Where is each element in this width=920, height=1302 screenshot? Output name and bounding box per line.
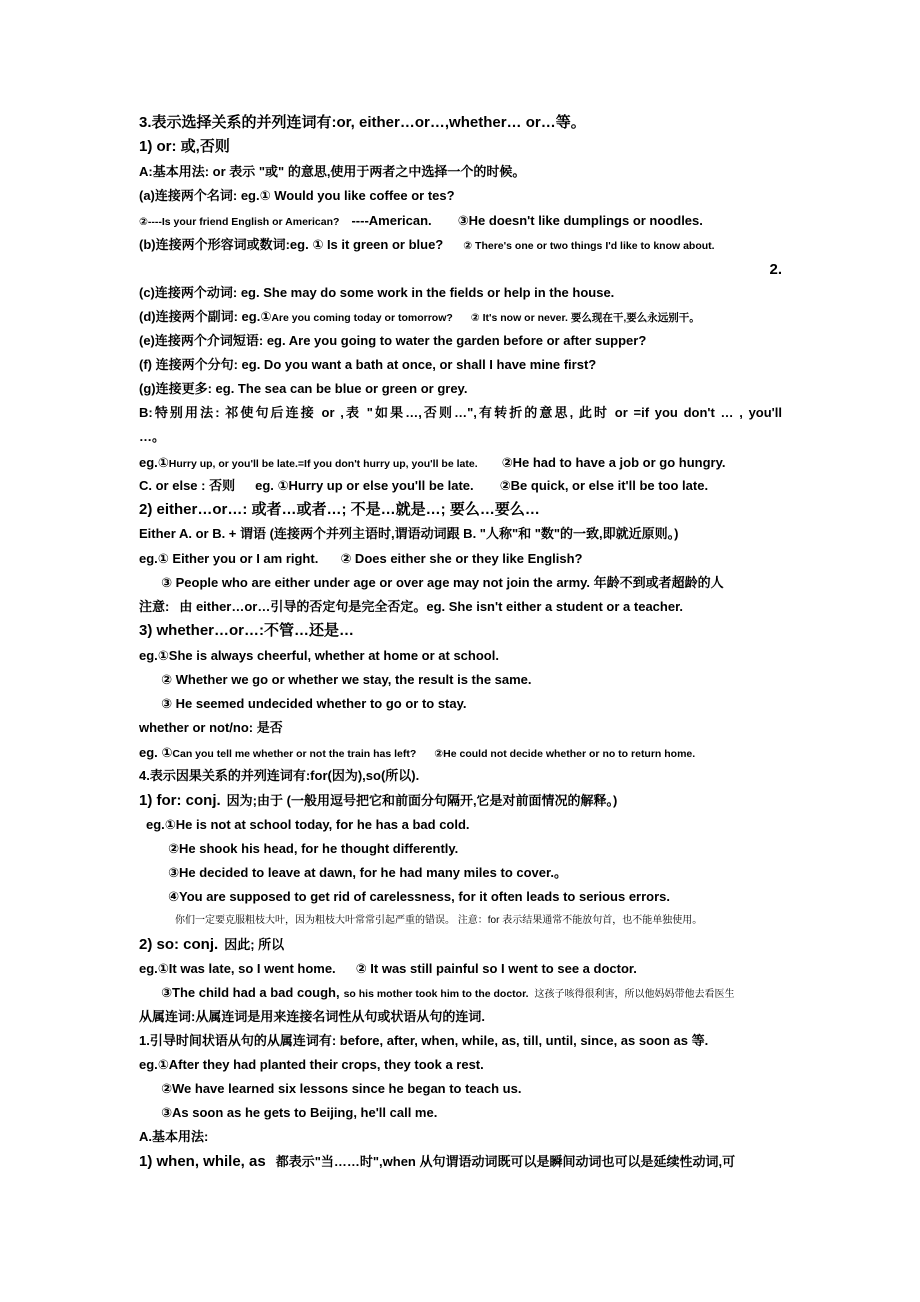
- text-segment: ②He had to have a job or go hungry.: [501, 455, 726, 470]
- subheading-whether-or: 3) whether…or…:不管…还是…: [139, 622, 355, 639]
- text-segment: ② It was still painful so I went to see a doctor.: [355, 961, 637, 976]
- text-line: (e)连接两个介词短语: eg. Are you going to water the garden before or after supper?: [139, 333, 647, 348]
- text-segment: 因此; 所以: [224, 937, 285, 952]
- text-segment: (b)连接两个形容词或数词:eg. ① Is it green or blue?: [139, 237, 444, 252]
- text-segment: 这孩子咳得很利害，所以他妈妈带他去看医生: [534, 989, 735, 1000]
- text-line: ③ He seemed undecided whether to go or to stay.: [161, 696, 467, 711]
- text-line: …。: [139, 429, 166, 444]
- text-line: 2.: [769, 261, 782, 278]
- text-segment: (d)连接两个副词: eg.①: [139, 309, 272, 324]
- text-line: [139, 792, 617, 810]
- text-line: [139, 551, 583, 567]
- text-line: eg.①She is always cheerful, whether at home or at school.: [139, 648, 499, 663]
- text-line: B:特别用法: 祁使句后连接 or ,表 "如果…,否则…",有转折的意思, 此时 or =if you don't … , you'll: [139, 405, 782, 420]
- text-line: [139, 237, 715, 254]
- text-line: ③ People who are either under age or over age may not join the army. 年龄不到或者超龄的人: [161, 575, 724, 590]
- heading-subordinating: 从属连词:从属连词是用来连接名词性从句或状语从句的连词.: [139, 1009, 485, 1024]
- text-line: A.基本用法:: [139, 1129, 209, 1144]
- text-line: [161, 985, 735, 1003]
- text-segment: 因为;由于 (一般用逗号把它和前面分句隔开,它是对前面情况的解释。): [226, 793, 618, 808]
- text-line: whether or not/no: 是否: [139, 720, 283, 735]
- text-segment: ② It's now or never. 要么现在干,要么永远别干。: [470, 312, 700, 324]
- text-line: 1.引导时间状语从句的从属连词有: before, after, when, while, as, till, until, since, as soon as 等.: [139, 1033, 709, 1048]
- note-label: 注意:: [139, 599, 170, 614]
- text-line: [139, 1153, 735, 1171]
- subheading-when-while-as: 1) when, while, as: [139, 1153, 266, 1170]
- text-line: [139, 599, 683, 615]
- text-line: eg.①After they had planted their crops, they took a rest.: [139, 1057, 484, 1072]
- text-line: 你们一定要克服粗枝大叶，因为粗枝大叶常常引起严重的错误。 注意：for 表示结果通常不能放句首，也不能单独使用。: [175, 915, 703, 926]
- text-line: ③As soon as he gets to Beijing, he'll call me.: [161, 1105, 438, 1120]
- text-segment: ②----Is your friend English or American?: [139, 216, 340, 228]
- text-segment: ② There's one or two things I'd like to know about.: [463, 240, 715, 252]
- text-segment: 都表示"当……时",when 从句谓语动词既可以是瞬间动词也可以是延续性动词,可: [275, 1154, 736, 1169]
- text-segment: ③He doesn't like dumplings or noodles.: [457, 213, 703, 228]
- text-segment: so his mother took him to the doctor.: [343, 988, 529, 1000]
- text-line: [139, 936, 284, 954]
- text-line: [139, 309, 700, 326]
- text-line: (f) 连接两个分句: eg. Do you want a bath at once, or shall I have mine first?: [139, 357, 597, 372]
- text-line: ②He shook his head, for he thought differently.: [168, 841, 459, 856]
- text-segment: eg.①: [139, 455, 169, 470]
- text-line: (g)连接更多: eg. The sea can be blue or green or grey.: [139, 381, 468, 396]
- text-segment: Can you tell me whether or not the train has left?: [172, 748, 417, 760]
- text-line: A:基本用法: or 表示 "或" 的意思,使用于两者之中选择一个的时候。: [139, 164, 526, 179]
- text-segment: eg. ①Hurry up or else you'll be late.: [255, 478, 474, 493]
- text-line: [139, 745, 695, 762]
- text-segment: ② Does either she or they like English?: [340, 551, 583, 566]
- text-line: [139, 455, 725, 472]
- heading-coordinating-choice: 3.表示选择关系的并列连词有:or, either…or…,whether… or…等。: [139, 114, 586, 131]
- text-line: (a)连接两个名词: eg.① Would you like coffee or tes?: [139, 188, 455, 203]
- text-segment: C. or else : 否则: [139, 478, 236, 493]
- text-segment: Are you coming today or tomorrow?: [271, 312, 453, 324]
- text-line: eg.①He is not at school today, for he has a bad cold.: [146, 817, 470, 832]
- text-segment: eg.① Either you or I am right.: [139, 551, 319, 566]
- heading-coordinating-cause: 4.表示因果关系的并列连词有:for(因为),so(所以).: [139, 768, 420, 783]
- text-line: [139, 478, 708, 494]
- text-line: Either A. or B. + 谓语 (连接两个并列主语时,谓语动词跟 B. "人称"和 "数"的一致,即就近原则。): [139, 526, 679, 541]
- text-segment: eg.①It was late, so I went home.: [139, 961, 336, 976]
- text-segment: Hurry up, or you'll be late.=If you don't hurry up, you'll be late.: [168, 458, 478, 470]
- text-line: (c)连接两个动词: eg. She may do some work in the fields or help in the house.: [139, 285, 615, 300]
- subheading-or: 1) or: 或,否则: [139, 138, 230, 155]
- subheading-so: 2) so: conj.: [139, 936, 219, 953]
- text-segment: ----American.: [351, 213, 432, 228]
- text-line: ④You are supposed to get rid of carelessness, for it often leads to serious errors.: [168, 889, 671, 904]
- text-segment: ②Be quick, or else it'll be too late.: [499, 478, 709, 493]
- text-segment: ②He could not decide whether or no to return home.: [434, 748, 696, 760]
- text-line: ③He decided to leave at dawn, for he had many miles to cover.。: [168, 865, 567, 880]
- text-line: [139, 213, 703, 230]
- subheading-for: 1) for: conj.: [139, 792, 221, 809]
- text-segment: eg. ①: [139, 745, 173, 760]
- text-segment: ③The child had a bad cough,: [161, 985, 340, 1000]
- subheading-either-or: 2) either…or…: 或者…或者…; 不是…就是…; 要么…要么…: [139, 501, 540, 518]
- text-segment: 由 either…or…引导的否定句是完全否定。eg. She isn't either a student or a teacher.: [179, 599, 684, 614]
- text-line: ②We have learned six lessons since he began to teach us.: [161, 1081, 522, 1096]
- text-line: [139, 961, 637, 977]
- text-line: ② Whether we go or whether we stay, the result is the same.: [161, 672, 532, 687]
